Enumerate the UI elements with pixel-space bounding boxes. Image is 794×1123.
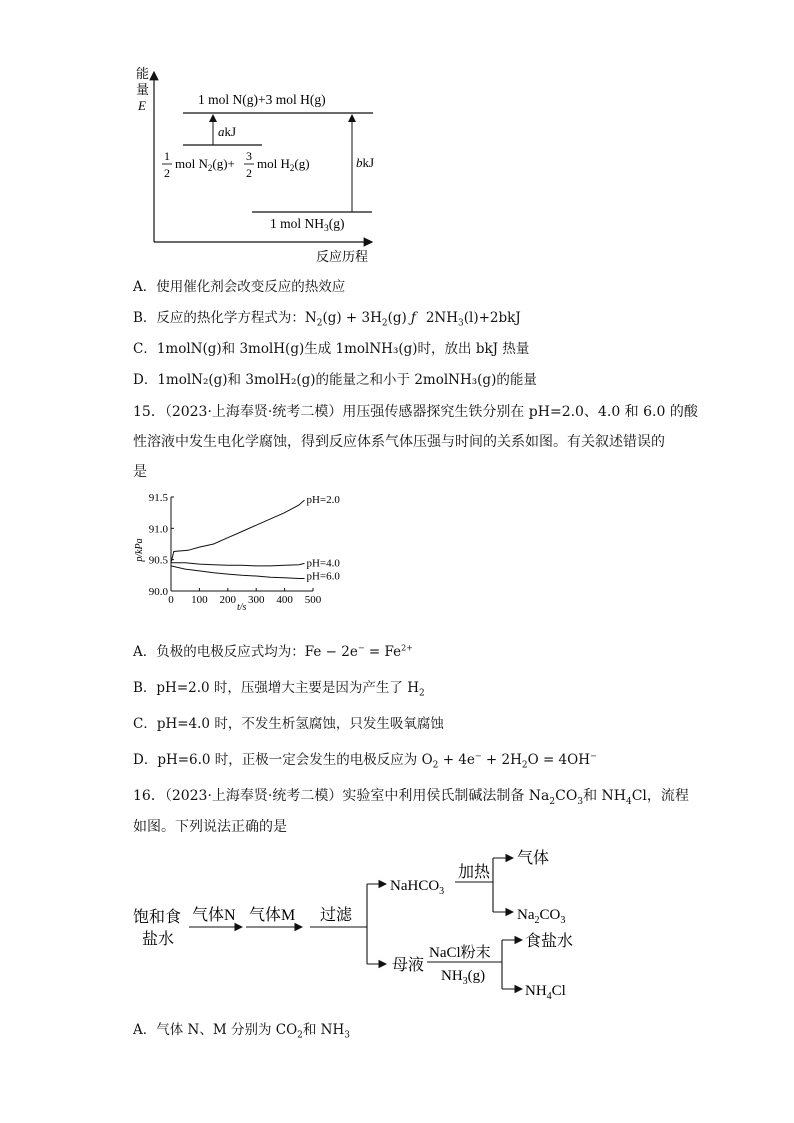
x-tick-label: 200	[219, 594, 237, 606]
q15-option-d: D．pH=6.0 时，正极一定会发生的电极反应为 $O_2 + 4e^- + 2H_2O = 4OH^-$	[133, 751, 597, 771]
svg-text:2: 2	[246, 166, 252, 180]
x-tick-label: 100	[191, 594, 208, 606]
mid-level-label	[162, 149, 310, 180]
series-label-pH=2.0: pH=2.0	[306, 494, 340, 507]
top-level-label: 1 mol N(g)+3 mol H(g)	[198, 92, 326, 107]
energy-y-label-var: E	[138, 98, 146, 113]
flow-nh4cl: $NH_4Cl$	[525, 983, 566, 1002]
y-tick-label: 90.5	[148, 554, 168, 567]
q15-stem-line-2: 性溶液中发生电化学腐蚀，得到反应体系气体压强与时间的关系如图。有关叙述错误的	[133, 434, 665, 450]
flow-nacl-powder: NaCl粉末	[429, 945, 491, 961]
flow-start-line-2: 盐水	[142, 931, 175, 948]
pressure-time-chart	[0, 480, 794, 630]
energy-x-label: 反应历程	[316, 249, 369, 264]
q15-option-a: A．负极的电极反应式均为：$Fe - 2e^- = Fe^{2+}$	[133, 643, 413, 660]
q14-option-b: B．反应的热化学方程式为：$N_2(g) + 3H_2(g)$ ƒ $2NH_3(l)+2bkJ$	[133, 310, 521, 329]
svg-text:3: 3	[246, 149, 252, 163]
flow-mother-liquor: 母液	[392, 957, 425, 974]
y-tick-label: 91.5	[148, 492, 168, 504]
energy-y-label-2: 量	[136, 82, 150, 97]
flow-diagram	[0, 840, 794, 1010]
flow-heat: 加热	[458, 864, 491, 881]
x-tick-label: 0	[168, 594, 174, 606]
q16-option-a: A．气体 N、M 分别为 $CO_2$和 $NH_3$	[133, 1022, 351, 1041]
q15-option-b: B．pH=2.0 时，压强增大主要是因为产生了 $H_2$	[133, 680, 425, 699]
q16-stem-line-1: 16．（2023·上海奉贤·统考二模）实验室中利用侯氏制碱法制备 $Na_2CO_3$和 $NH_4Cl$，流程	[133, 788, 689, 807]
flow-gas-m: 气体M	[249, 907, 296, 924]
q14-option-a: A．使用催化剂会改变反应的热效应	[133, 279, 346, 295]
arrow-a-label: akJ	[218, 124, 237, 139]
svg-text:mol N2(g)+: mol $N_2(g)+$	[175, 156, 235, 173]
flow-filter: 过滤	[320, 907, 353, 924]
series-label-pH=4.0: pH=4.0	[306, 557, 340, 570]
q14-option-c: C．1molN(g)和 3molH(g)生成 1molNH₃(g)时，放出 bkJ 热量	[133, 341, 530, 357]
x-tick-label: 300	[247, 594, 265, 606]
energy-y-label-1: 能	[136, 66, 150, 81]
svg-text:2: 2	[164, 166, 170, 180]
series-line-pH=4.0	[171, 563, 305, 566]
arrow-b-label: bkJ	[356, 155, 375, 170]
flow-gas: 气体	[517, 850, 550, 867]
chart-x-label: t/s	[237, 602, 247, 613]
flow-start-line-1: 饱和食	[133, 909, 182, 926]
flow-nahco3: NaHCO$_3$	[390, 878, 445, 897]
svg-text:1: 1	[164, 149, 170, 163]
flow-brine: 食盐水	[525, 933, 574, 950]
q15-option-c: C．pH=4.0 时，不发生析氢腐蚀，只发生吸氧腐蚀	[133, 716, 444, 732]
q15-stem-line-1: 15．（2023·上海奉贤·统考二模）用压强传感器探究生铁分别在 pH=2.0、4.0 和 6.0 的酸	[133, 404, 698, 420]
x-tick-label: 500	[304, 594, 322, 606]
x-tick-label: 400	[276, 594, 293, 606]
energy-diagram	[0, 0, 794, 270]
flow-na2co3: $Na_2CO_3$	[517, 907, 566, 926]
q16-stem-line-2: 如图。下列说法正确的是	[133, 819, 287, 835]
flow-nh3: $NH_3(g)$	[441, 968, 486, 987]
bottom-level-label: 1 mol $NH_3(g)$	[270, 216, 345, 234]
q15-stem-line-3: 是	[133, 464, 147, 480]
svg-text:mol H2(g): mol $H_2(g)$	[257, 156, 310, 173]
flow-gas-n: 气体N	[192, 907, 236, 924]
chart-y-label: p/kPa	[134, 538, 145, 562]
y-tick-label: 90.0	[148, 586, 168, 598]
series-line-pH=2.0	[171, 500, 305, 563]
series-line-pH=6.0	[171, 566, 305, 579]
y-tick-label: 91.0	[148, 523, 168, 536]
series-label-pH=6.0: pH=6.0	[306, 570, 340, 583]
q14-option-d: D．1molN₂(g)和 3molH₂(g)的能量之和小于 2molNH₃(g)的能量	[133, 372, 537, 388]
